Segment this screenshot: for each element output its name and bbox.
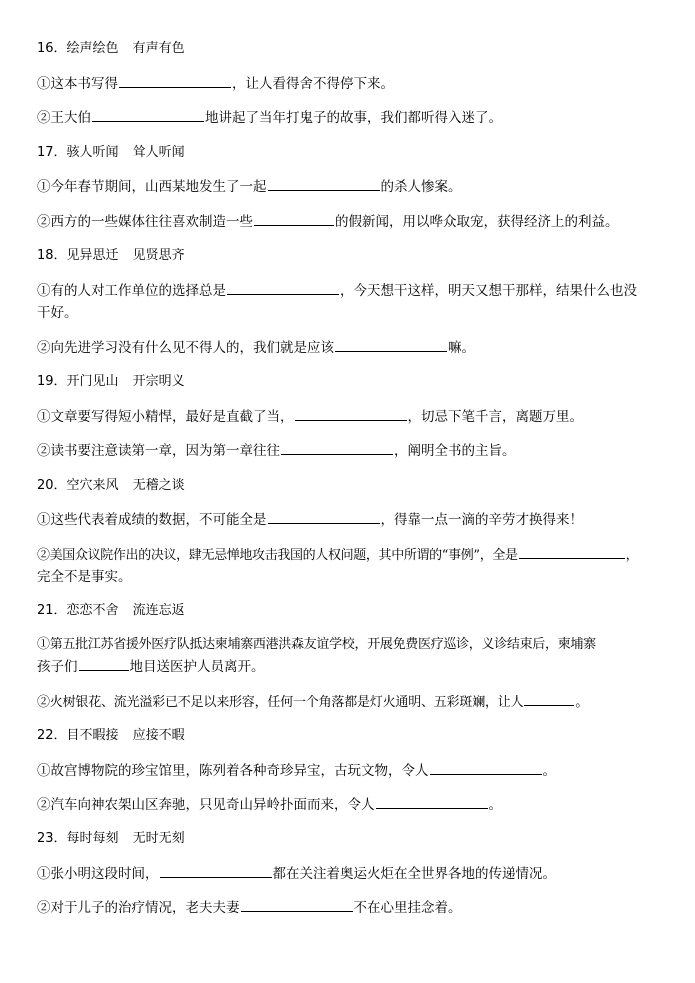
answer-blank[interactable]: [92, 107, 204, 122]
sentence-text: ②对于儿子的治疗情况，老夫夫妻: [37, 900, 240, 916]
answer-blank[interactable]: [227, 280, 339, 295]
answer-blank[interactable]: [295, 406, 407, 421]
sentence-text: ①故宫博物院的珍宝馆里，陈列着各种奇珍异宝，古玩文物，令人: [37, 763, 429, 779]
word-option-1: 骇人听闻: [66, 145, 119, 160]
sentence-text: ①这本书写得: [37, 76, 118, 92]
question-19-heading: [37, 371, 667, 393]
answer-blank[interactable]: [119, 73, 231, 88]
sentence-text: ②美国众议院作出的决议，肆无忌惮地攻击我国的人权问题，其中所谓的“事例”，全是: [37, 548, 518, 563]
question-17-sentence-2: [37, 211, 667, 233]
answer-blank[interactable]: [430, 760, 542, 775]
answer-blank[interactable]: [79, 656, 129, 671]
word-option-2: 开宗明义: [132, 374, 185, 389]
question-22-sentence-2: [37, 794, 667, 816]
word-option-1: 绘声绘色: [66, 41, 119, 56]
question-20-sentence-2-continued: [37, 566, 667, 588]
question-18-heading: [37, 245, 667, 267]
question-number: 20．: [37, 478, 67, 493]
sentence-text: ①有的人对工作单位的选择总是: [37, 283, 226, 299]
answer-blank[interactable]: [268, 509, 380, 524]
question-number: 17．: [37, 145, 67, 160]
word-option-1: 开门见山: [66, 374, 119, 389]
question-16-sentence-2: [37, 107, 667, 129]
question-17-sentence-1: [37, 176, 667, 198]
sentence-text: ②汽车向神农架山区奔驰，只见奇山异岭扑面而来，令人: [37, 797, 375, 813]
answer-blank[interactable]: [254, 211, 334, 226]
sentence-text: ，让人看得舍不得停下来。: [232, 76, 394, 92]
question-17-heading: [37, 142, 667, 164]
word-option-2: 无时无刻: [132, 831, 185, 846]
sentence-text: 的假新闻，用以哗众取宠，获得经济上的利益。: [335, 214, 619, 230]
sentence-text: 地目送医护人员离开。: [129, 659, 265, 675]
sentence-text: ①文章要写得短小精悍，最好是直截了当，: [37, 409, 294, 425]
sentence-text: 都在关注着奥运火炬在全世界各地的传递情况。: [272, 866, 556, 882]
word-option-1: 每时每刻: [66, 831, 119, 846]
sentence-text: 孩子们: [37, 659, 78, 675]
question-number: 18．: [37, 248, 67, 263]
sentence-text: 地讲起了当年打鬼子的故事，我们都听得入迷了。: [205, 110, 502, 126]
question-number: 22．: [37, 728, 67, 743]
word-option-2: 有声有色: [132, 41, 185, 56]
question-20-heading: [37, 475, 667, 497]
answer-blank[interactable]: [376, 794, 488, 809]
sentence-text: 不在心里挂念着。: [353, 900, 462, 916]
sentence-text: 。: [542, 763, 556, 779]
question-23-sentence-2: [37, 897, 667, 919]
question-21-sentence-1-continued: [37, 656, 667, 678]
word-option-2: 耸人听闻: [132, 145, 185, 160]
answer-blank[interactable]: [241, 897, 353, 912]
word-option-1: 目不暇接: [66, 728, 119, 743]
question-18-sentence-1: [37, 280, 667, 302]
word-option-2: 见贤思齐: [132, 248, 185, 263]
question-21-heading: [37, 600, 667, 622]
sentence-text: ②火树银花、流光溢彩已不足以来形容，任何一个角落都是灯火通明、五彩斑斓，让人: [37, 695, 524, 710]
sentence-text: ②向先进学习没有什么见不得人的，我们就是应该: [37, 340, 334, 356]
question-20-sentence-1: [37, 509, 667, 531]
sentence-text: 。: [488, 797, 502, 813]
sentence-text: ，: [625, 548, 639, 563]
question-number: 16．: [37, 41, 67, 56]
answer-blank[interactable]: [281, 440, 393, 455]
sentence-text: ，阐明全书的主旨。: [394, 443, 516, 459]
word-option-1: 空穴来风: [66, 478, 119, 493]
sentence-text: 嘛。: [448, 340, 475, 356]
sentence-text: ②读书要注意读第一章，因为第一章往往: [37, 443, 280, 459]
word-option-2: 应接不暇: [132, 728, 185, 743]
question-19-sentence-1: [37, 406, 667, 428]
question-23-sentence-1: [37, 863, 667, 885]
sentence-text: ①这些代表着成绩的数据，不可能全是: [37, 512, 267, 528]
question-22-heading: [37, 725, 667, 747]
answer-blank[interactable]: [524, 691, 574, 706]
question-23-heading: [37, 828, 667, 850]
word-option-1: 见异思迁: [66, 248, 119, 263]
question-21-sentence-1: [37, 634, 667, 656]
question-22-sentence-1: [37, 760, 667, 782]
answer-blank[interactable]: [335, 337, 447, 352]
question-number: 23．: [37, 831, 67, 846]
question-16-sentence-1: [37, 73, 667, 95]
sentence-text: ①张小明这段时间，: [37, 866, 159, 882]
question-number: 19．: [37, 374, 67, 389]
question-21-sentence-2: [37, 691, 667, 714]
question-number: 21．: [37, 603, 67, 618]
sentence-text: 。: [575, 695, 589, 710]
sentence-text: ，今天想干这样，明天又想干那样，结果什么也没: [340, 283, 637, 299]
sentence-text: ②西方的一些媒体往往喜欢制造一些: [37, 214, 253, 230]
sentence-text: ，切忌下笔千言，离题万里。: [407, 409, 583, 425]
answer-blank[interactable]: [519, 544, 625, 559]
sentence-text: 完全不是事实。: [37, 569, 132, 585]
answer-blank[interactable]: [160, 863, 272, 878]
sentence-text: 的杀人惨案。: [380, 179, 462, 195]
question-20-sentence-2: [37, 544, 667, 567]
question-18-sentence-1-continued: [37, 302, 667, 324]
sentence-text: 干好。: [37, 305, 78, 321]
sentence-text: ①第五批江苏省援外医疗队抵达柬埔寨西港洪森友谊学校，开展免费医疗巡诊，义诊结束后，柬埔寨: [37, 637, 596, 652]
question-19-sentence-2: [37, 440, 667, 462]
question-18-sentence-2: [37, 337, 667, 359]
sentence-text: ，得靠一点一滴的辛劳才换得来！: [380, 512, 583, 528]
word-option-1: 恋恋不舍: [66, 603, 119, 618]
sentence-text: ①今年春节期间，山西某地发生了一起: [37, 179, 267, 195]
word-option-2: 无稽之谈: [132, 478, 185, 493]
word-option-2: 流连忘返: [132, 603, 185, 618]
sentence-text: ②王大伯: [37, 110, 91, 126]
answer-blank[interactable]: [268, 176, 380, 191]
question-16-heading: [37, 38, 667, 60]
